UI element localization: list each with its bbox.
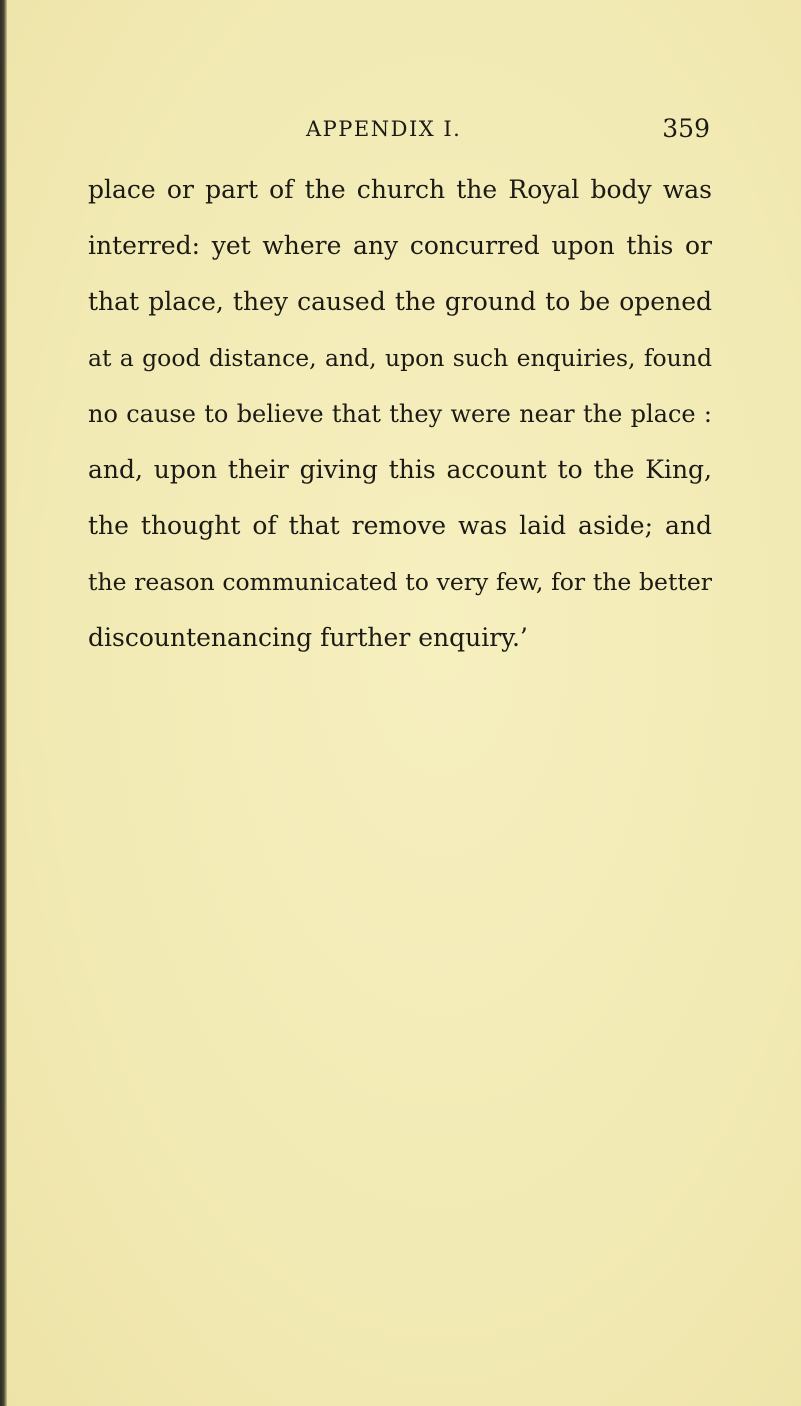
text-line: at a good distance, and, upon such enquiries, found <box>88 344 712 372</box>
running-head: APPENDIX I. <box>306 117 462 141</box>
page-header <box>306 112 710 146</box>
page-number: 359 <box>662 114 710 143</box>
body-text <box>88 162 712 666</box>
text-line: that place, they caused the ground to be opened <box>88 287 712 316</box>
page-spine-edge <box>0 0 7 1406</box>
text-line: no cause to believe that they were near the place : <box>88 400 712 428</box>
text-line: interred: yet where any concurred upon this or <box>88 231 712 260</box>
text-line: and, upon their giving this account to the King, <box>88 455 712 484</box>
text-line: place or part of the church the Royal body was <box>88 175 712 204</box>
text-line: the thought of that remove was laid aside; and <box>88 511 712 540</box>
text-line: the reason communicated to very few, for the better <box>88 568 712 596</box>
text-line-last: discountenancing further enquiry.’ <box>88 623 528 652</box>
